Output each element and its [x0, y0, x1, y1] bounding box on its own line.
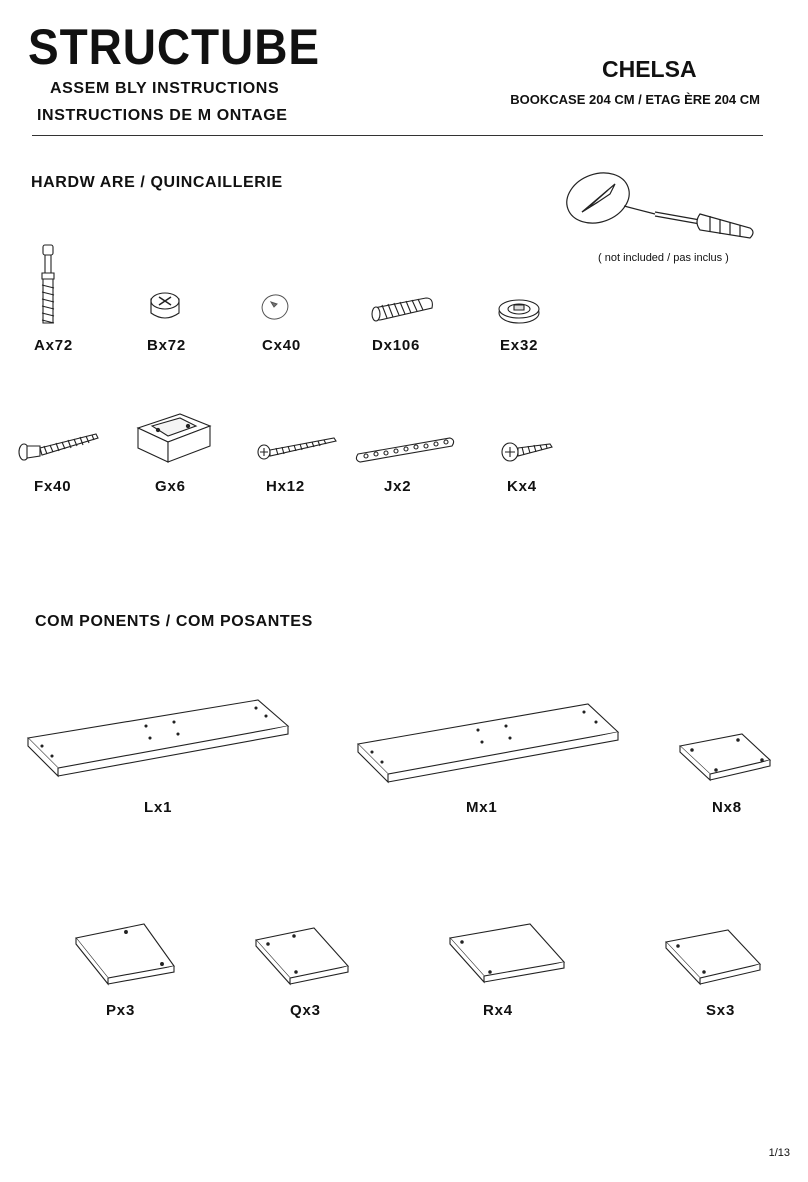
panel-icon	[254, 926, 352, 984]
long-panel-icon	[356, 702, 622, 788]
tool-not-included-note: ( not included / pas inclus )	[598, 252, 729, 264]
component-label-m: Mx1	[466, 799, 498, 816]
hardware-label-c: Cx40	[262, 337, 302, 354]
hardware-label-j: Jx2	[384, 478, 412, 495]
component-label-l: Lx1	[144, 799, 173, 816]
subtitle-english: ASSEM BLY INSTRUCTIONS	[50, 80, 280, 97]
long-screw-icon	[16, 428, 100, 464]
short-screw-icon	[500, 436, 554, 464]
cam-cap-icon	[258, 292, 292, 322]
page-number: 1/13	[768, 1147, 790, 1159]
components-title: COM PONENTS / COM POSANTES	[35, 613, 313, 630]
screwdriver-icon	[560, 172, 760, 247]
shelf-pin-cup-icon	[496, 297, 542, 325]
hardware-label-g: Gx6	[155, 478, 186, 495]
hardware-label-d: Dx106	[372, 337, 421, 354]
hardware-label-a: Ax72	[34, 337, 74, 354]
long-panel-icon	[26, 698, 292, 784]
cam-bolt-icon	[38, 243, 58, 328]
component-label-s: Sx3	[706, 1002, 736, 1019]
product-name: CHELSA	[602, 56, 697, 82]
hardware-label-f: Fx40	[34, 478, 72, 495]
component-label-p: Px3	[106, 1002, 136, 1019]
component-label-q: Qx3	[290, 1002, 321, 1019]
small-panel-icon	[678, 732, 774, 782]
component-label-r: Rx4	[483, 1002, 513, 1019]
hardware-label-e: Ex32	[500, 337, 539, 354]
hardware-label-k: Kx4	[507, 478, 537, 495]
wood-dowel-icon	[368, 294, 436, 326]
panel-icon	[74, 922, 178, 984]
product-description: BOOKCASE 204 CM / ETAG ÈRE 204 CM	[510, 92, 760, 107]
header-divider	[32, 135, 763, 136]
wood-screw-icon	[254, 432, 338, 462]
hardware-title: HARDW ARE / QUINCAILLERIE	[31, 174, 283, 191]
metal-strip-icon	[354, 434, 458, 464]
hardware-label-h: Hx12	[266, 478, 306, 495]
component-label-n: Nx8	[712, 799, 742, 816]
cam-lock-icon	[147, 289, 183, 325]
subtitle-french: INSTRUCTIONS DE M ONTAGE	[37, 107, 288, 124]
bracket-box-icon	[136, 412, 214, 464]
panel-icon	[664, 928, 764, 984]
panel-icon	[448, 922, 568, 982]
hardware-label-b: Bx72	[147, 337, 187, 354]
brand-logo: STRUCTUBE	[28, 19, 320, 75]
